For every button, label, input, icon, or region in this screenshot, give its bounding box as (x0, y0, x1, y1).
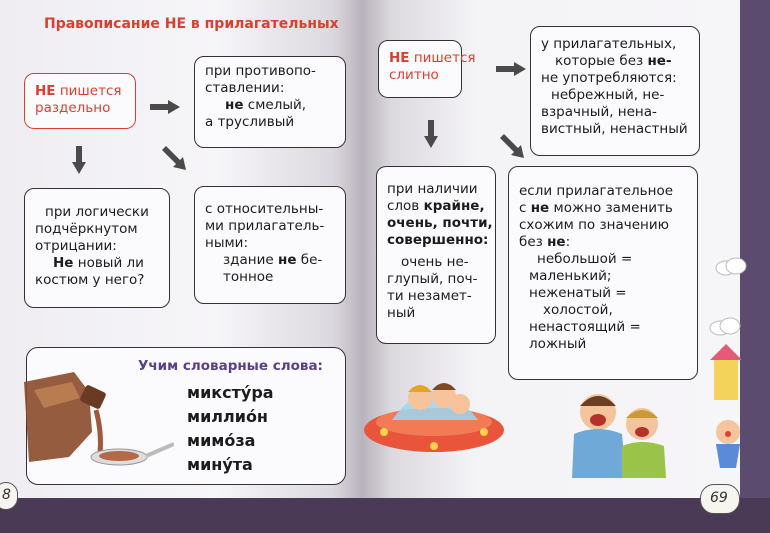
vocab-word: миксту́ра (187, 383, 274, 402)
clown-carousel-illustration (706, 340, 746, 470)
page-number-right: 69 (710, 490, 728, 506)
box-synonym: если прилагательное с не можно заменить схожим по значению без не: небольшой = маленький; неженатый = холостой, ненастоящий = ложный (508, 166, 698, 380)
vocab-word: мину́та (187, 455, 253, 474)
laughing-boys-illustration (566, 388, 676, 480)
vocab-word: миллио́н (187, 407, 268, 426)
ufo-kids-illustration (362, 362, 512, 462)
box-negation: при логически подчёркнутом отрицании: Не новый ли костюм у него? (24, 188, 170, 308)
book-bottom (0, 498, 770, 533)
ne-label: НЕ (35, 83, 56, 99)
box-together: НЕ пишется слитно (378, 40, 462, 98)
cloud-icon (714, 254, 748, 276)
box-relative: с относительны- ми прилагатель- ными: здание не бе- тонное (194, 186, 346, 304)
box-separate: НЕ пишется раздельно (24, 73, 136, 129)
page-number-left: 8 (2, 487, 11, 503)
medicine-bottle-spoon-illustration (14, 362, 174, 472)
page-title: Правописание НЕ в прилагательных (44, 16, 339, 32)
box-words: при наличии слов крайне, очень, почти, совершенно: очень не- глупый, поч- ти незамет- ный (376, 166, 496, 344)
box-opposition: при противопо- ставлении: не смелый, а трусливый (194, 56, 346, 148)
vocab-word: мимо́за (187, 431, 256, 450)
cloud-icon (708, 314, 742, 336)
vocab-title: Учим словарные слова: (138, 358, 323, 374)
box-without-ne: у прилагательных, которые без не- не употребляются: небрежный, не- взрачный, нена- вистный, ненастный (530, 26, 700, 156)
